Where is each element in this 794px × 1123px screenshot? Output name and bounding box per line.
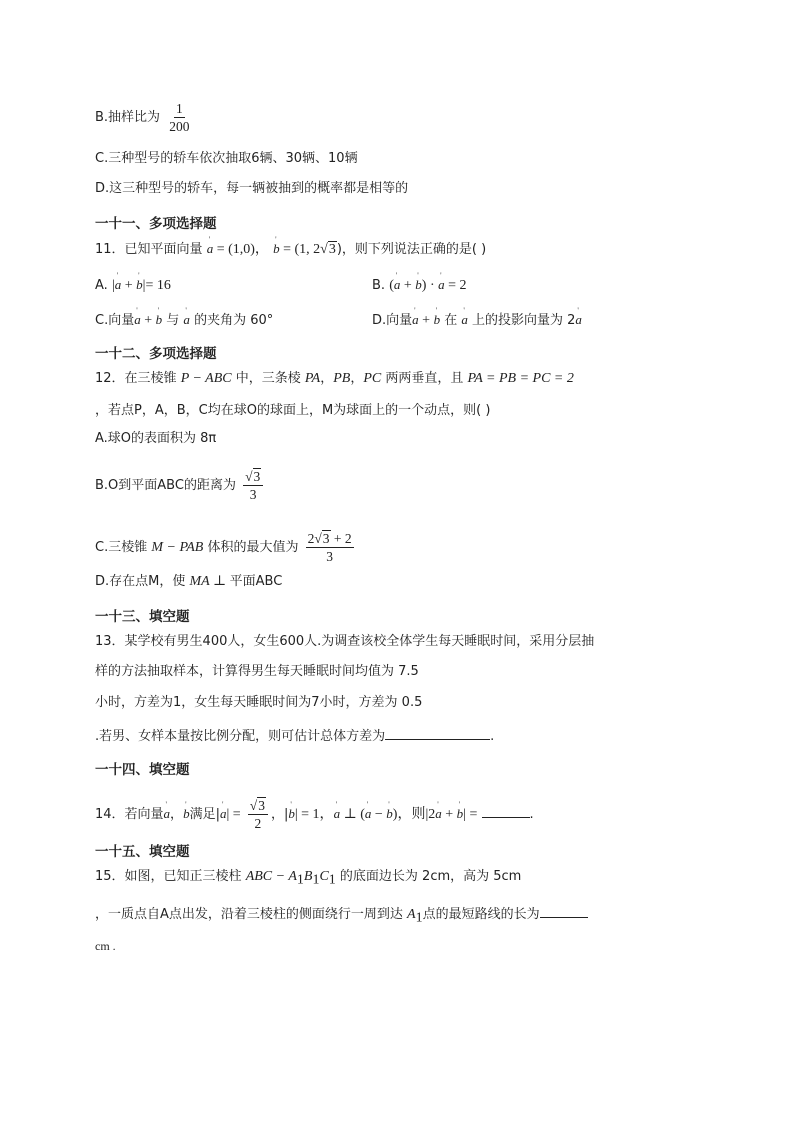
- question-text: ，|: [270, 807, 289, 822]
- vector-a: ' a: [115, 276, 122, 294]
- math-text: | = 1，: [294, 807, 334, 822]
- subscript: 1: [415, 910, 423, 926]
- vector-b: ' b: [415, 276, 422, 294]
- question-13-line-3: 小时，方差为1，女生每天睡眠时间为7小时，方差为 0.5: [95, 695, 423, 710]
- radicand: 3: [258, 798, 265, 813]
- question-15-line-1: [95, 868, 521, 890]
- vector-a: ' a: [435, 805, 442, 823]
- option-label: C.向量: [95, 313, 135, 328]
- option-12-a: A.球O的表面积为 8π: [95, 431, 217, 446]
- vector-a: ' a: [334, 805, 341, 823]
- question-text: 11．已知平面向量: [95, 242, 203, 257]
- sqrt: √3: [320, 242, 336, 257]
- question-text: 14．若向量: [95, 807, 164, 822]
- vector-a: ' a: [412, 311, 419, 329]
- math-text: PB: [333, 371, 351, 386]
- math-text: MA ⊥: [189, 574, 230, 589]
- option-text: 与: [166, 313, 180, 328]
- fraction-denominator: 3: [326, 549, 333, 564]
- fraction: $\frac{√3}{2}$: [248, 797, 268, 832]
- answer-blank[interactable]: [385, 725, 490, 740]
- vector-b: ' b: [288, 805, 295, 823]
- math-text: PC: [363, 371, 382, 386]
- vector-a: ' a: [461, 311, 468, 329]
- math-text: | =: [226, 807, 241, 822]
- section-heading-13: 一十三、填空题: [95, 609, 190, 625]
- option-label: D.向量: [372, 313, 413, 328]
- numerator-part: 2: [307, 531, 315, 546]
- option-11-a: A. |' a + ' b|= 16: [95, 276, 171, 295]
- option-d-prev: D.这三种型号的轿车，每一辆被抽到的概率都是相等的: [95, 181, 409, 196]
- vector-a: ' a: [134, 311, 141, 329]
- answer-blank[interactable]: [482, 803, 530, 818]
- question-text: ，: [320, 371, 334, 386]
- math-text: P − ABC: [180, 371, 232, 386]
- question-text: 的底面边长为 2cm，高为 5cm: [335, 869, 522, 884]
- vector-a: ' a: [575, 311, 582, 329]
- subscript: 1: [296, 872, 304, 888]
- fraction: $\frac{2√3 + 2}{3}$: [307, 531, 352, 564]
- option-text: 体积的最大值为: [203, 540, 299, 555]
- option-11-c: C.向量' a + ' b 与 ' a 的夹角为 60°: [95, 311, 273, 330]
- subscript: 1: [328, 872, 336, 888]
- question-text: 满足|: [189, 807, 220, 822]
- numerator-part: + 2: [330, 531, 352, 546]
- option-label: A.: [95, 278, 108, 293]
- math-text: C: [319, 869, 329, 884]
- question-text: ，一质点自A点出发，沿着三棱柱的侧面绕行一周到达: [95, 907, 408, 922]
- section-heading-14: 一十四、填空题: [95, 762, 190, 778]
- question-12-stem-1: [95, 370, 574, 388]
- radicand: 3: [253, 469, 261, 484]
- question-12-stem-2: ，若点P，A，B，C均在球O的球面上，M为球面上的一个动点，则( ): [95, 403, 491, 418]
- question-text: 两两垂直，且: [381, 371, 468, 386]
- option-text: B.抽样比为: [95, 110, 161, 125]
- question-15-unit: cm .: [95, 939, 116, 953]
- vector-a: ' a: [207, 240, 214, 258]
- option-text: D.存在点M，使: [95, 574, 190, 589]
- question-text: 点的最短路线的长为: [422, 907, 540, 922]
- question-text: 15．如图，已知正三棱柱: [95, 869, 246, 884]
- question-text: .: [490, 729, 495, 744]
- option-b-prev: [95, 100, 194, 135]
- vector-b: ' b: [183, 805, 190, 823]
- section-heading-12: 一十二、多项选择题: [95, 346, 217, 362]
- math-text: |= 16: [142, 278, 171, 293]
- fraction-denominator: 200: [169, 119, 190, 134]
- option-11-b: B. (' a + ' b) · ' a = 2: [372, 276, 467, 295]
- math-text: = (1,0)，: [213, 242, 269, 257]
- option-label: B.: [372, 278, 386, 293]
- math-text: | =: [463, 807, 478, 822]
- math-text: = 2: [444, 278, 467, 293]
- vector-a: ' a: [394, 276, 401, 294]
- question-13-line-2: 样的方法抽取样本，计算得男生每天睡眠时间均值为 7.5: [95, 664, 419, 679]
- vector-a: ' a: [365, 805, 372, 823]
- math-text: M − PAB: [151, 540, 204, 555]
- math-text: B: [303, 869, 313, 884]
- option-12-c: [95, 530, 357, 565]
- section-heading-11: 一十一、多项选择题: [95, 216, 217, 232]
- question-text: 中，三条棱: [231, 371, 305, 386]
- math-text: = (1, 2: [279, 242, 321, 257]
- question-13-line-4: [95, 725, 494, 746]
- math-text: +: [441, 807, 457, 822]
- option-text: 的夹角为 60°: [194, 313, 274, 328]
- option-text: B.O到平面ABC的距离为: [95, 478, 236, 493]
- question-14: [95, 797, 534, 832]
- question-text: .若男、女样本量按比例分配，则可估计总体方差为: [95, 729, 386, 744]
- vector-a: ' a: [183, 311, 190, 329]
- math-text: ABC − A: [245, 869, 297, 884]
- fraction-denominator: 3: [249, 487, 257, 502]
- vector-b: ' b: [434, 311, 441, 329]
- option-12-d: [95, 573, 282, 591]
- vector-b: ' b: [136, 276, 143, 294]
- subscript: 1: [312, 872, 320, 888]
- option-c-prev: C.三种型号的轿车依次抽取6辆、30辆、10辆: [95, 151, 358, 166]
- vector-b: ' b: [273, 240, 280, 258]
- vector-b: ' b: [457, 805, 464, 823]
- option-12-b: [95, 468, 266, 503]
- question-text: ，: [350, 371, 364, 386]
- question-text: 12．在三棱锥: [95, 371, 181, 386]
- section-heading-15: 一十五、填空题: [95, 844, 190, 860]
- fraction: $\frac{√3}{3}$: [243, 468, 263, 503]
- vector-a: ' a: [164, 805, 171, 823]
- question-13-line-1: 13．某学校有男生400人，女生600人.为调查该校全体学生每天睡眠时间，采用分层抽: [95, 634, 595, 649]
- option-text: 上的投影向量为 2: [472, 313, 576, 328]
- math-text: PA: [304, 371, 321, 386]
- question-text: .: [529, 807, 534, 822]
- fraction-numerator: 1: [175, 101, 183, 116]
- option-text: 平面ABC: [229, 574, 283, 589]
- vector-a: ' a: [220, 805, 227, 823]
- radicand: 3: [322, 531, 330, 546]
- math-text: −: [371, 807, 387, 822]
- vector-b: ' b: [156, 311, 163, 329]
- answer-blank[interactable]: [540, 903, 588, 918]
- fraction: [167, 100, 191, 135]
- radicand: 3: [328, 242, 336, 257]
- fraction-denominator: 2: [254, 816, 262, 831]
- option-11-d: D.向量' a + ' b 在 ' a 上的投影向量为 2' a: [372, 311, 582, 330]
- math-text: ⊥ (: [340, 807, 365, 822]
- math-text: A: [407, 907, 416, 922]
- math-text: PA = PB = PC = 2: [467, 371, 574, 386]
- question-11-stem: [95, 240, 486, 259]
- vector-a: ' a: [438, 276, 445, 294]
- math-text: )，则|2: [392, 807, 436, 822]
- option-text: C.三棱锥: [95, 540, 152, 555]
- option-text: 在: [444, 313, 458, 328]
- question-15-line-2: [95, 903, 588, 928]
- question-text: ，: [170, 807, 184, 822]
- question-text: )，则下列说法正确的是( ): [336, 242, 487, 257]
- vector-b: ' b: [386, 805, 393, 823]
